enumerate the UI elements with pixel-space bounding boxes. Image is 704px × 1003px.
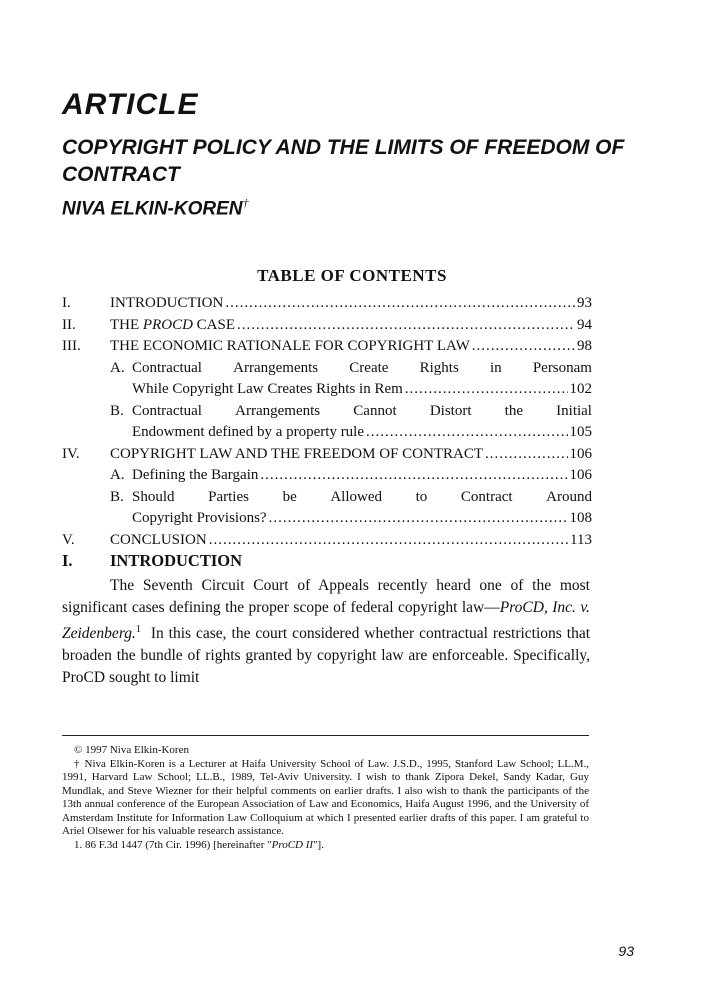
toc-entry-page: 108 — [569, 510, 592, 526]
toc-word: Contractual — [132, 402, 202, 419]
toc-entry-page: 105 — [569, 424, 592, 440]
toc-entry-page: 98 — [577, 338, 592, 354]
toc-word: Rights — [419, 359, 459, 376]
footnote-divider — [62, 735, 589, 736]
toc-entry-page: 102 — [569, 381, 592, 397]
section-heading — [62, 551, 242, 571]
section-number: I. — [62, 551, 73, 570]
toc-entry — [62, 295, 592, 317]
footnote-1-start: 1. 86 F.3d 1447 (7th Cir. 1996) [hereinafter " — [74, 838, 272, 851]
toc-entry — [62, 510, 592, 532]
toc-entry-number: I. — [62, 295, 71, 311]
footnote-1 — [62, 839, 589, 853]
toc-entry-label: CONCLUSION — [110, 531, 207, 548]
article-kicker: ARTICLE — [62, 88, 199, 121]
footnote-1-italic: ProCD II — [271, 838, 314, 851]
author-name — [62, 196, 249, 220]
toc-entry-label: COPYRIGHT LAW AND THE FREEDOM OF CONTRACT — [110, 445, 483, 462]
toc-word: Should — [132, 488, 175, 505]
toc-leader-dots — [260, 467, 567, 484]
toc-word: Cannot — [353, 402, 397, 419]
toc-leader-dots — [237, 317, 575, 334]
footnotes — [62, 744, 589, 852]
paragraph-start: The Seventh Circuit Court of Appeals recently heard one of the most significant cases defining the proper scope of federal copyright law— — [62, 577, 590, 616]
toc-entry-number: IV. — [62, 445, 80, 462]
toc-entry-label — [132, 403, 592, 420]
toc-entry — [62, 360, 592, 382]
toc-entry-label: Defining the Bargain — [132, 467, 259, 483]
toc-entry — [62, 424, 592, 446]
toc-leader-dots — [405, 381, 568, 398]
toc-entry-label — [132, 489, 592, 506]
author-name-text: NIVA ELKIN-KOREN — [62, 198, 243, 220]
footnote-ref: 1 — [135, 624, 141, 635]
toc-word: Around — [546, 488, 592, 505]
toc-word: Create — [349, 359, 389, 376]
toc-word: Contractual — [132, 359, 202, 376]
toc-entry-number: V. — [62, 531, 75, 548]
toc-entry-label: Copyright Provisions? — [132, 510, 267, 526]
author-note: † Niva Elkin-Koren is a Lecturer at Haifa University School of Law. J.S.D., 1995, Stanford Law School; LL.M., 1991, Harvard Law School; LL.B., 1989, Tel-Aviv University. I wish to thank Zipora Dekel, Sandy Kadar, Guy Mundlak, and Steve Wiezner for their helpful comments on earlier drafts. I also wish to thank the participants of the 13th annual conference of the European Association of Law and Economics, Haifa August 1996, and the University of Amsterdam Institute for Information Law Colloquium at which I presented earlier drafts of this paper. I am grateful to Ariel Olsewer for his valuable research assistance. — [62, 757, 589, 837]
table-of-contents — [62, 295, 592, 553]
toc-entry — [62, 467, 592, 489]
toc-entry — [62, 338, 592, 360]
toc-entry — [62, 446, 592, 468]
toc-entry-label: INTRODUCTION — [110, 295, 224, 311]
article-title: COPYRIGHT POLICY AND THE LIMITS OF FREEDOM OF CONTRACT — [62, 136, 625, 186]
toc-word: to — [415, 488, 428, 505]
body-text — [62, 575, 590, 689]
toc-word: Distort — [429, 402, 472, 419]
toc-leader-dots — [269, 510, 568, 527]
toc-entry-sub-letter: A. — [110, 359, 125, 376]
toc-entry-page: 106 — [569, 467, 592, 483]
toc-heading: TABLE OF CONTENTS — [257, 266, 447, 285]
toc-entry-page: 94 — [577, 316, 592, 333]
toc-entry — [62, 381, 592, 403]
toc-leader-dots — [485, 446, 568, 463]
copyright-notice: © 1997 Niva Elkin-Koren — [74, 744, 189, 756]
toc-word: Personam — [532, 359, 592, 376]
page-number: 93 — [618, 943, 634, 959]
toc-word: the — [504, 402, 523, 419]
toc-entry-sub-letter: B. — [110, 402, 124, 419]
author-footnote-mark: † — [242, 196, 249, 210]
toc-entry-number: III. — [62, 338, 81, 354]
toc-word: Contract — [460, 488, 513, 505]
toc-entry — [62, 403, 592, 425]
toc-word: Parties — [208, 488, 249, 505]
toc-word: be — [282, 488, 297, 505]
toc-entry — [62, 532, 592, 554]
case-name: ProCD, Inc. v. Zeidenberg. — [62, 599, 590, 643]
toc-entry-page: 93 — [577, 295, 592, 311]
toc-entry-label: THE ECONOMIC RATIONALE FOR COPYRIGHT LAW — [110, 338, 470, 354]
toc-entry-page: 113 — [570, 531, 592, 548]
toc-entry-label: THE PROCD CASE — [110, 316, 236, 333]
paragraph-end: In this case, the court considered whether contractual restrictions that broaden the bundle of rights granted by copyright law are enforceable. Specifically, ProCD sought to limit — [62, 625, 590, 687]
toc-entry-label: Endowment defined by a property rule — [132, 424, 365, 440]
toc-word: Initial — [556, 402, 592, 419]
section-title: INTRODUCTION — [110, 551, 243, 570]
toc-word: Arrangements — [235, 402, 321, 419]
toc-entry-sub-letter: A. — [110, 467, 125, 483]
toc-entry-label — [132, 360, 592, 377]
toc-leader-dots — [225, 295, 575, 312]
toc-entry — [62, 317, 592, 339]
toc-entry-number: II. — [62, 316, 76, 333]
toc-leader-dots — [366, 424, 567, 441]
toc-entry-label: While Copyright Law Creates Rights in Rem — [132, 381, 403, 397]
paragraph — [62, 575, 590, 689]
toc-entry-page: 106 — [569, 445, 592, 462]
toc-entry-sub-letter: B. — [110, 488, 124, 505]
toc-leader-dots — [209, 532, 568, 549]
toc-word: Arrangements — [233, 359, 319, 376]
toc-word: in — [489, 359, 502, 376]
toc-leader-dots — [472, 338, 575, 355]
toc-word: Allowed — [330, 488, 383, 505]
toc-entry — [62, 489, 592, 511]
footnote-1-end: "]. — [313, 838, 324, 851]
